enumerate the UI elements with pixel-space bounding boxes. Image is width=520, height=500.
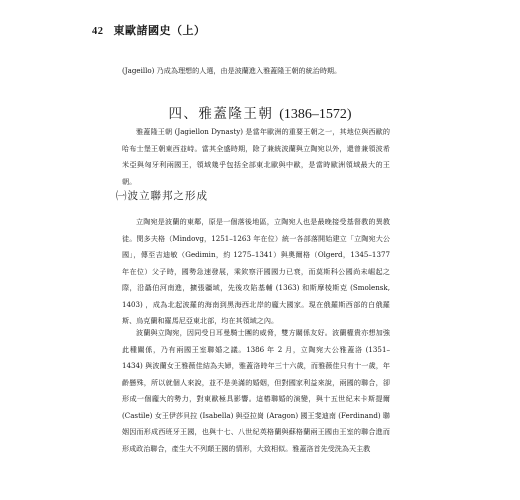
chapter-years: (1386–1572) bbox=[279, 107, 352, 122]
lithuania-paragraph bbox=[122, 214, 390, 330]
running-header bbox=[92, 22, 206, 38]
carryover-line bbox=[122, 63, 390, 80]
chapter-heading bbox=[0, 102, 520, 123]
book-title: 東歐諸國史（上） bbox=[113, 24, 206, 37]
paragraph-text: 雅蓋隆王朝 (Jagiellon Dynasty) 是當年歐洲的重要王朝之一，其地位與西歐的哈布士堡王朝東西並峙。當其全盛時期，除了兼統波蘭與立陶宛以外，還曾兼領波希米亞與匈牙利兩國王，領域幾乎包括全部東北歐與中歐，是當時歐洲領域最大的王朝。 bbox=[122, 127, 390, 186]
union-paragraph bbox=[122, 325, 390, 457]
chapter-title: 四、雅蓋隆王朝 bbox=[168, 106, 274, 122]
section-heading: ㈠波立聯邦之形成 bbox=[116, 190, 208, 202]
intro-paragraph bbox=[122, 124, 390, 190]
paragraph-text: 立陶宛是波蘭的東鄰，原是一個落後地區，立陶宛人也是最晚接受基督教的異教徒。閔多夫格（Mindovg，1251–1263 年在位）統一各部落開始建立「立陶宛大公國」，傳至吉迪敏（Gedimin，約 1275–1341）與奧爾格（Olgerd，1345–1377 年在位）父子時，國勢急速發展，乘欽察汗國國力已衰，而莫斯科公國尚未崛起之際，沿聶伯河南進，擴張疆域，先後攻陷基輔 (1363) 和斯摩棱斯克 (Smolensk, 1403) ，成為北起波羅的海南到黑海西北岸的龐大國家。現在俄羅斯西部的白俄羅斯、烏克蘭和羅馬尼亞東北部，均在其領域之內。 bbox=[122, 217, 390, 325]
carryover-text: (Jageillo) 乃成為理想的人選，由是波蘭進入雅蓋隆王朝的統治時期。 bbox=[122, 66, 342, 75]
page-number: 42 bbox=[92, 26, 104, 37]
paragraph-text: 波蘭與立陶宛，因同受日耳曼騎士團的威脅，雙方關係友好。波蘭權貴亦想加強此種關係，乃有兩國王室聯婚之議。1386 年 2 月，立陶宛大公雅蓋洛 (1351–1434) 與波蘭女王雅薇佳結為夫婦，雅蓋洛時年三十六歲，而雅薇佳只有十一歲，年齡懸殊，所以就個人來說，並不是美滿的婚姻，但對國家利益來說，兩國的聯合，卻形成一個龐大的勢力，對東歐極具影響。這樁聯婚的演變，與十五世紀末卡斯提爾 (Castile) 女王伊莎貝拉 (Isabella) 與亞拉崗 (Aragon) 國王斐迪南 (Ferdinand) 聯姻因而形成西班牙王國，也與十七、八世紀英格蘭與蘇格蘭兩王國由王室的聯合進而形成政治聯合，產生大不列顛王國的情形，大致相似。雅蓋洛首先受洗為天主教 bbox=[122, 328, 390, 453]
